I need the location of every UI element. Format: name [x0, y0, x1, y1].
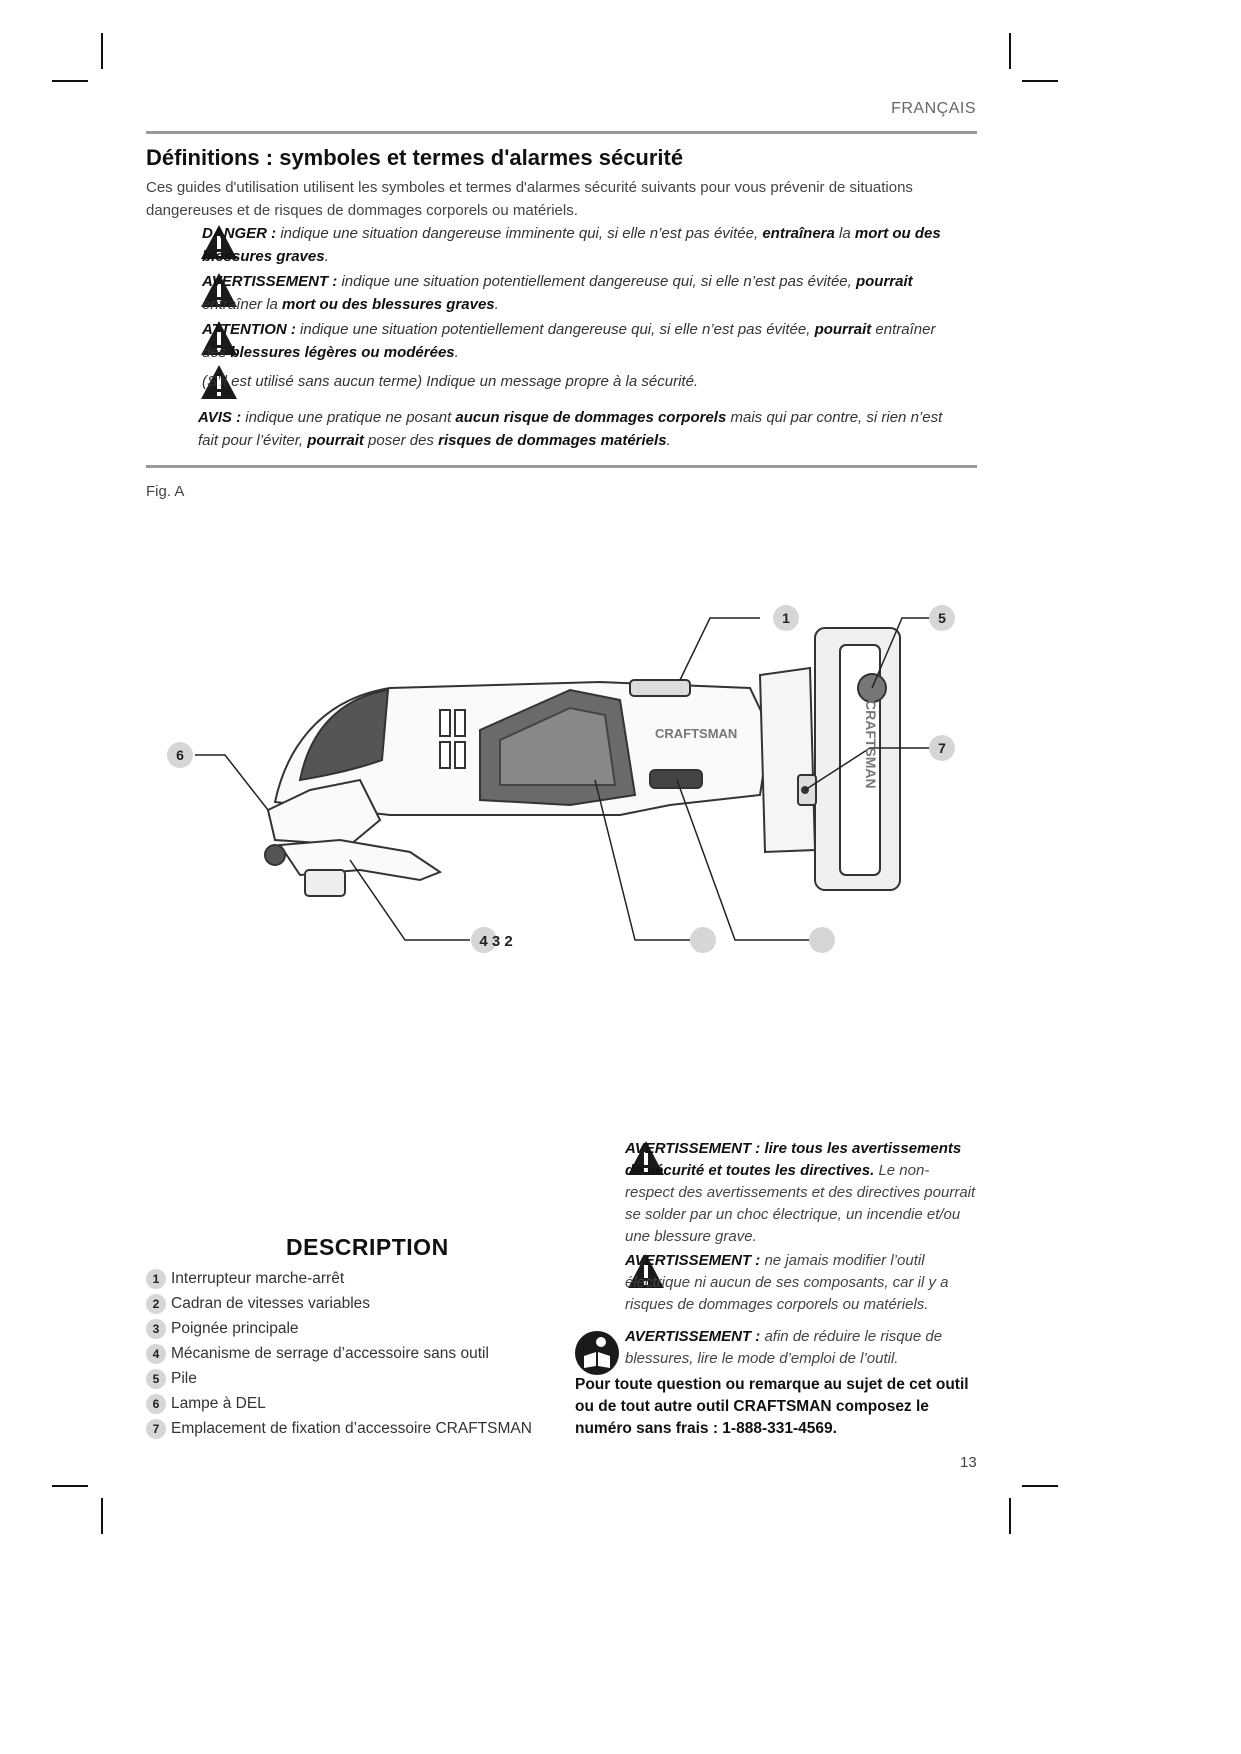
- item-number: 3: [146, 1319, 166, 1339]
- tool-brand-text: CRAFTSMAN: [655, 726, 738, 741]
- list-item: [146, 1366, 532, 1391]
- battery-mount: [760, 668, 815, 852]
- callout-6: 6: [176, 747, 184, 763]
- item-number: 4: [146, 1344, 166, 1364]
- battery-brand-text: CRAFTSMAN: [863, 700, 879, 789]
- callout-432: 4 3 2: [479, 933, 513, 950]
- callout-leader-1: [680, 618, 760, 680]
- crop-mark: [52, 1485, 88, 1487]
- speed-dial: [650, 770, 702, 788]
- item-number: 7: [146, 1419, 166, 1439]
- item-number: 2: [146, 1294, 166, 1314]
- power-switch: [630, 680, 690, 696]
- intro-text: Ces guides d'utilisation utilisent les symboles et termes d'alarmes sécurité suivants pour vous prévenir de situations dangereuses et de risques de dommages corporels ou matériels.: [146, 179, 913, 219]
- read-manual-icon: [574, 1330, 620, 1376]
- callout-leader-6: [195, 755, 268, 810]
- crop-mark: [52, 80, 88, 82]
- item-number: 6: [146, 1394, 166, 1414]
- item-label: Emplacement de fixation d’accessoire CRAFTSMAN: [171, 1419, 532, 1437]
- crop-mark: [101, 1498, 103, 1534]
- callout-5: 5: [938, 610, 946, 626]
- item-label: Mécanisme de serrage d’accessoire sans outil: [171, 1344, 489, 1362]
- language-label: FRANÇAIS: [891, 100, 976, 117]
- callout-7: 7: [938, 740, 946, 756]
- symbol-only-definition: (S’il est utilisé sans aucun terme) Indique un message propre à la sécurité.: [202, 373, 699, 390]
- top-rule: [146, 131, 977, 134]
- item-number: 5: [146, 1369, 166, 1389]
- description-list: [146, 1266, 532, 1441]
- crop-mark: [1022, 80, 1058, 82]
- item-label: Interrupteur marche-arrêt: [171, 1269, 345, 1287]
- description-title: DESCRIPTION: [286, 1234, 449, 1260]
- item-label: Lampe à DEL: [171, 1394, 266, 1412]
- crop-mark: [101, 33, 103, 69]
- item-label: Poignée principale: [171, 1319, 299, 1337]
- list-item: [146, 1391, 532, 1416]
- list-item: [146, 1266, 532, 1291]
- oscillating-tool-figure: [150, 590, 980, 970]
- item-label: Cadran de vitesses variables: [171, 1294, 371, 1312]
- crop-mark: [1009, 1498, 1011, 1534]
- warning-definition: AVERTISSEMENT : indique une situation potentiellement dangereuse qui, si elle n’est pas évitée, pourrait entraîner la mort ou des blessures graves.: [202, 273, 913, 313]
- warning-read-manual: AVERTISSEMENT : afin de réduire le risque de blessures, lire le mode d’emploi de l’outil.: [625, 1328, 943, 1367]
- danger-definition: DANGER : indique une situation dangereuse imminente qui, si elle n’est pas évitée, entraînera la mort ou des blessures graves.: [202, 225, 941, 265]
- figure-label: Fig. A: [146, 483, 185, 500]
- page-number: 13: [960, 1454, 977, 1471]
- list-item: [146, 1416, 532, 1441]
- section-title: Définitions : symboles et termes d'alarmes sécurité: [146, 145, 684, 170]
- caution-definition: ATTENTION : indique une situation potentiellement dangereuse qui, si elle n’est pas évitée, pourrait entraîner des blessures légères ou modérées.: [202, 321, 936, 361]
- warning-read-all: AVERTISSEMENT : lire tous les avertissements de sécurité et toutes les directives. Le non-respect des avertissements et des directives pourrait se solder par un choc électrique, un incendie et/ou une blessure grave.: [625, 1140, 976, 1245]
- list-item: [146, 1341, 532, 1366]
- item-number: 1: [146, 1269, 166, 1289]
- bottom-rule: [146, 465, 977, 468]
- notice-definition: AVIS : indique une pratique ne posant aucun risque de dommages corporels mais qui par contre, si rien n’est fait pour l’éviter, pourrait poser des risques de dommages matériels.: [198, 409, 943, 449]
- callout-1: 1: [782, 610, 790, 626]
- crop-mark: [1009, 33, 1011, 69]
- list-item: [146, 1291, 532, 1316]
- crop-mark: [1022, 1485, 1058, 1487]
- warning-no-modify: AVERTISSEMENT : ne jamais modifier l’outil électrique ni aucun de ses composants, car il y a risques de dommages corporels ou matériels.: [625, 1252, 949, 1313]
- list-item: [146, 1316, 532, 1341]
- item-label: Pile: [171, 1369, 197, 1387]
- help-contact-text: Pour toute question ou remarque au sujet de cet outil ou de tout autre outil CRAFTSMAN composez le numéro sans frais : 1-888-331-4569.: [575, 1376, 969, 1437]
